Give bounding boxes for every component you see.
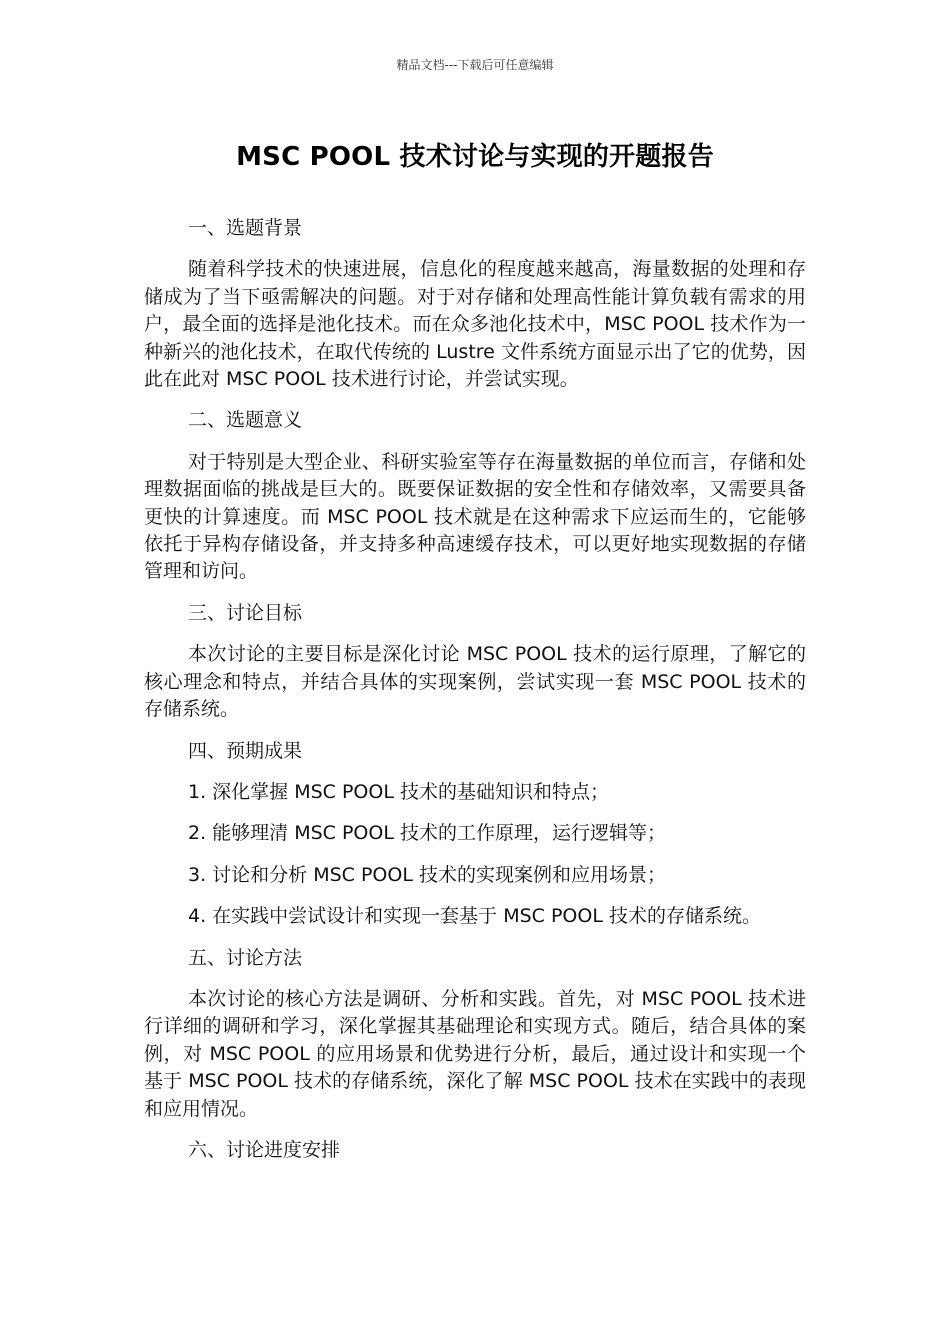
section-heading-schedule: 六、讨论进度安排 [188, 1138, 341, 1161]
outcome-item: 3. 讨论和分析 MSC POOL 技术的实现案例和应用场景； [188, 863, 666, 886]
outcome-item: 1. 深化掌握 MSC POOL 技术的基础知识和特点； [188, 780, 609, 803]
section-paragraph-methods: 本次讨论的核心方法是调研、分析和实践。首先，对 MSC POOL 技术进行详细的调研和学习，深化掌握其基础理论和实现方式。随后，结合具体的案例，对 MSC POOL 的应用场景和优势进行分析，最后，通过设计和实现一个基于 MSC POOL 技术的存储系统，深化了解 MSC POOL 技术在实践中的表现和应用情况。 [144, 987, 806, 1120]
section-heading-outcomes: 四、预期成果 [188, 739, 303, 762]
section-heading-goals: 三、讨论目标 [188, 601, 303, 624]
section-heading-background: 一、选题背景 [188, 217, 303, 239]
section-paragraph-goals: 本次讨论的主要目标是深化讨论 MSC POOL 技术的运行原理，了解它的核心理念和特点，并结合具体的实现案例，尝试实现一套 MSC POOL 技术的存储系统。 [144, 643, 806, 721]
section-heading-significance: 二、选题意义 [188, 409, 303, 432]
section-paragraph-significance: 对于特别是大型企业、科研实验室等存在海量数据的单位而言，存储和处理数据面临的挑战是巨大的。既要保证数据的安全性和存储效率，又需要具备更快的计算速度。而 MSC POOL 技术就是在这种需求下应运而生的，它能够依托于异构存储设备，并支持多种高速缓存技术，可以更好地实现数据的存储管理和访问。 [144, 450, 806, 583]
section-heading-methods: 五、讨论方法 [188, 946, 303, 969]
outcome-item: 2. 能够理清 MSC POOL 技术的工作原理，运行逻辑等； [188, 822, 666, 845]
document-title: MSC POOL 技术讨论与实现的开题报告 [236, 142, 714, 172]
outcome-item: 4. 在实践中尝试设计和实现一套基于 MSC POOL 技术的存储系统。 [188, 905, 761, 928]
header-note: 精品文档---下载后可任意编辑 [396, 58, 554, 72]
section-paragraph-background: 随着科学技术的快速进展，信息化的程度越来越高，海量数据的处理和存储成为了当下亟需解决的问题。对于对存储和处理高性能计算负载有需求的用户，最全面的选择是池化技术。而在众多池化技术中，MSC POOL 技术作为一种新兴的池化技术，在取代传统的 Lustre 文件系统方面显示出了它的优势，因此在此对 MSC POOL 技术进行讨论，并尝试实现。 [144, 258, 806, 391]
document-body [144, 215, 806, 1178]
